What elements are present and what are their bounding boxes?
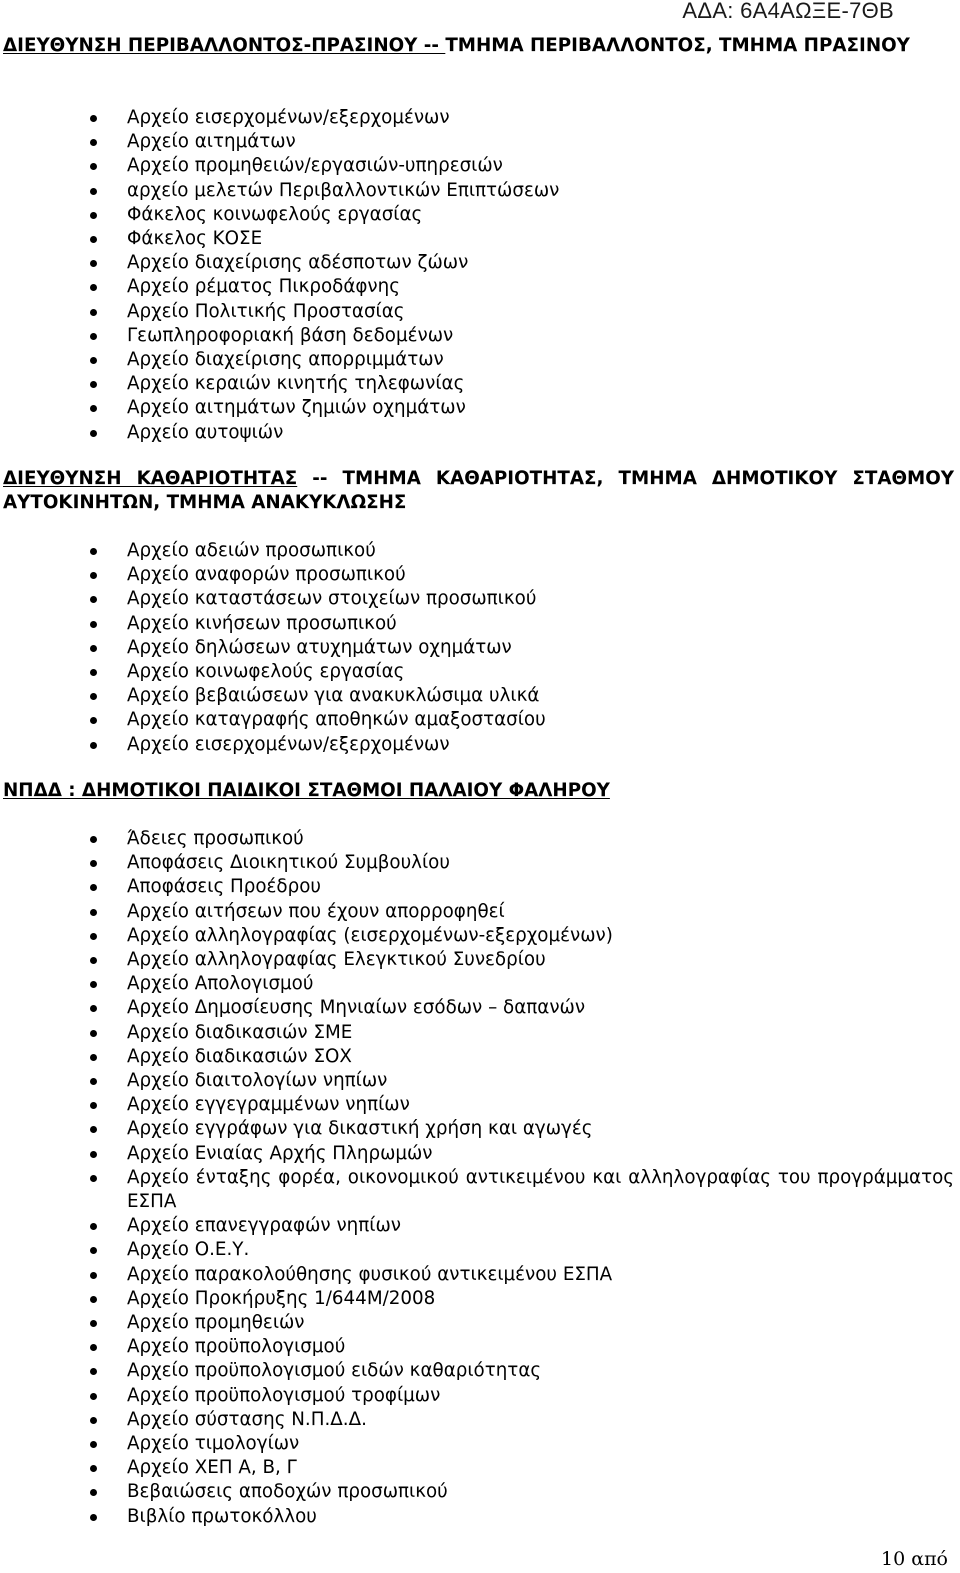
list-item: Αρχείο εγγράφων για δικαστική χρήση και αγωγές <box>0 1117 954 1141</box>
list-item: Αρχείο βεβαιώσεων για ανακυκλώσιμα υλικά <box>0 684 954 708</box>
list-item: αρχείο μελετών Περιβαλλοντικών Επιπτώσεων <box>0 179 954 203</box>
list-item: Αρχείο αυτοψιών <box>0 421 954 445</box>
list-item: Αρχείο αλληλογραφίας Ελεγκτικού Συνεδρίου <box>0 948 954 972</box>
list-item: Αρχείο επανεγγραφών νηπίων <box>0 1214 954 1238</box>
list-item: Αρχείο δηλώσεων ατυχημάτων οχημάτων <box>0 636 954 660</box>
list-item: Αρχείο προμηθειών/εργασιών-υπηρεσιών <box>0 154 954 178</box>
heading-plain-part: -- ΤΜΗΜΑ ΚΑΘΑΡΙΟΤΗΤΑΣ, ΤΜΗΜΑ ΔΗΜΟΤΙΚΟΥ ΣΤΑΘΜΟΥ ΑΥΤΟΚΙΝΗΤΩΝ, ΤΜΗΜΑ ΑΝΑΚΥΚΛΩΣΗΣ <box>3 468 954 513</box>
list-item: Αρχείο κεραιών κινητής τηλεφωνίας <box>0 372 954 396</box>
list-item: Αρχείο αιτημάτων <box>0 130 954 154</box>
list-item: Φάκελος κοινωφελούς εργασίας <box>0 203 954 227</box>
heading-underlined-part: ΔΙΕΥΘΥΝΣΗ ΠΕΡΙΒΑΛΛΟΝΤΟΣ-ΠΡΑΣΙΝΟΥ -- <box>3 35 446 56</box>
section-list-nurseries <box>0 827 954 1529</box>
list-item: Βεβαιώσεις αποδοχών προσωπικού <box>0 1480 954 1504</box>
list-item: Αρχείο Προκήρυξης 1/644Μ/2008 <box>0 1287 954 1311</box>
list-item: Γεωπληροφοριακή βάση δεδομένων <box>0 324 954 348</box>
list-item: Αρχείο παρακολούθησης φυσικού αντικειμένου ΕΣΠΑ <box>0 1263 954 1287</box>
page-number: 10 από <box>881 1548 948 1570</box>
heading-underlined-part: ΔΙΕΥΘΥΝΣΗ ΚΑΘΑΡΙΟΤΗΤΑΣ <box>3 468 298 489</box>
list-item: Αρχείο ένταξης φορέα, οικονομικού αντικειμένου και αλληλογραφίας του προγράμματος ΕΣΠΑ <box>0 1166 954 1214</box>
list-item: Αρχείο Ενιαίας Αρχής Πληρωμών <box>0 1142 954 1166</box>
list-item: Αρχείο εγγεγραμμένων νηπίων <box>0 1093 954 1117</box>
list-item: Βιβλίο πρωτοκόλλου <box>0 1505 954 1529</box>
list-item: Αρχείο καταστάσεων στοιχείων προσωπικού <box>0 587 954 611</box>
list-item: Αρχείο Απολογισμού <box>0 972 954 996</box>
section-list-cleaning <box>0 539 954 757</box>
list-item: Αρχείο αιτήσεων που έχουν απορροφηθεί <box>0 900 954 924</box>
list-item: Αρχείο προϋπολογισμού <box>0 1335 954 1359</box>
list-item: Αρχείο προϋπολογισμού ειδών καθαριότητας <box>0 1359 954 1383</box>
list-item: Αρχείο αιτημάτων ζημιών οχημάτων <box>0 396 954 420</box>
ada-code: ΑΔΑ: 6Α4ΑΩΞΕ-7ΘΒ <box>682 0 894 23</box>
list-item: Αρχείο αδειών προσωπικού <box>0 539 954 563</box>
heading-underlined-part: ΝΠΔΔ : ΔΗΜΟΤΙΚΟΙ ΠΑΙΔΙΚΟΙ ΣΤΑΘΜΟΙ ΠΑΛΑΙΟΥ ΦΑΛΗΡΟΥ <box>3 780 610 801</box>
list-item: Αρχείο εισερχομένων/εξερχομένων <box>0 733 954 757</box>
list-item: Αρχείο Πολιτικής Προστασίας <box>0 300 954 324</box>
list-item: Άδειες προσωπικού <box>0 827 954 851</box>
section-heading-environment <box>3 34 954 58</box>
list-item: Αρχείο Δημοσίευσης Μηνιαίων εσόδων – δαπανών <box>0 996 954 1020</box>
list-item: Αρχείο κινήσεων προσωπικού <box>0 612 954 636</box>
section-heading-nurseries <box>3 779 954 803</box>
list-item: Φάκελος ΚΟΣΕ <box>0 227 954 251</box>
list-item: Αρχείο ρέματος Πικροδάφνης <box>0 275 954 299</box>
list-item: Αρχείο σύστασης Ν.Π.Δ.Δ. <box>0 1408 954 1432</box>
section-list-environment <box>0 106 954 445</box>
list-item: Αρχείο Ο.Ε.Υ. <box>0 1238 954 1262</box>
list-item: Αρχείο ΧΕΠ Α, Β, Γ <box>0 1456 954 1480</box>
list-item: Αρχείο διαχείρισης απορριμμάτων <box>0 348 954 372</box>
section-heading-cleaning <box>3 467 954 515</box>
list-item: Αρχείο προμηθειών <box>0 1311 954 1335</box>
list-item: Αρχείο προϋπολογισμού τροφίμων <box>0 1384 954 1408</box>
list-item: Αρχείο διαδικασιών ΣΟΧ <box>0 1045 954 1069</box>
list-item: Αρχείο αλληλογραφίας (εισερχομένων-εξερχομένων) <box>0 924 954 948</box>
list-item: Αρχείο τιμολογίων <box>0 1432 954 1456</box>
list-item: Αρχείο καταγραφής αποθηκών αμαξοστασίου <box>0 708 954 732</box>
list-item: Αρχείο κοινωφελούς εργασίας <box>0 660 954 684</box>
list-item: Αρχείο διαδικασιών ΣΜΕ <box>0 1021 954 1045</box>
list-item: Αρχείο αναφορών προσωπικού <box>0 563 954 587</box>
list-item: Αρχείο διαιτολογίων νηπίων <box>0 1069 954 1093</box>
list-item: Αρχείο εισερχομένων/εξερχομένων <box>0 106 954 130</box>
heading-plain-part: ΤΜΗΜΑ ΠΕΡΙΒΑΛΛΟΝΤΟΣ, ΤΜΗΜΑ ΠΡΑΣΙΝΟΥ <box>445 35 910 56</box>
list-item: Αποφάσεις Προέδρου <box>0 875 954 899</box>
list-item: Αποφάσεις Διοικητικού Συμβουλίου <box>0 851 954 875</box>
list-item: Αρχείο διαχείρισης αδέσποτων ζώων <box>0 251 954 275</box>
